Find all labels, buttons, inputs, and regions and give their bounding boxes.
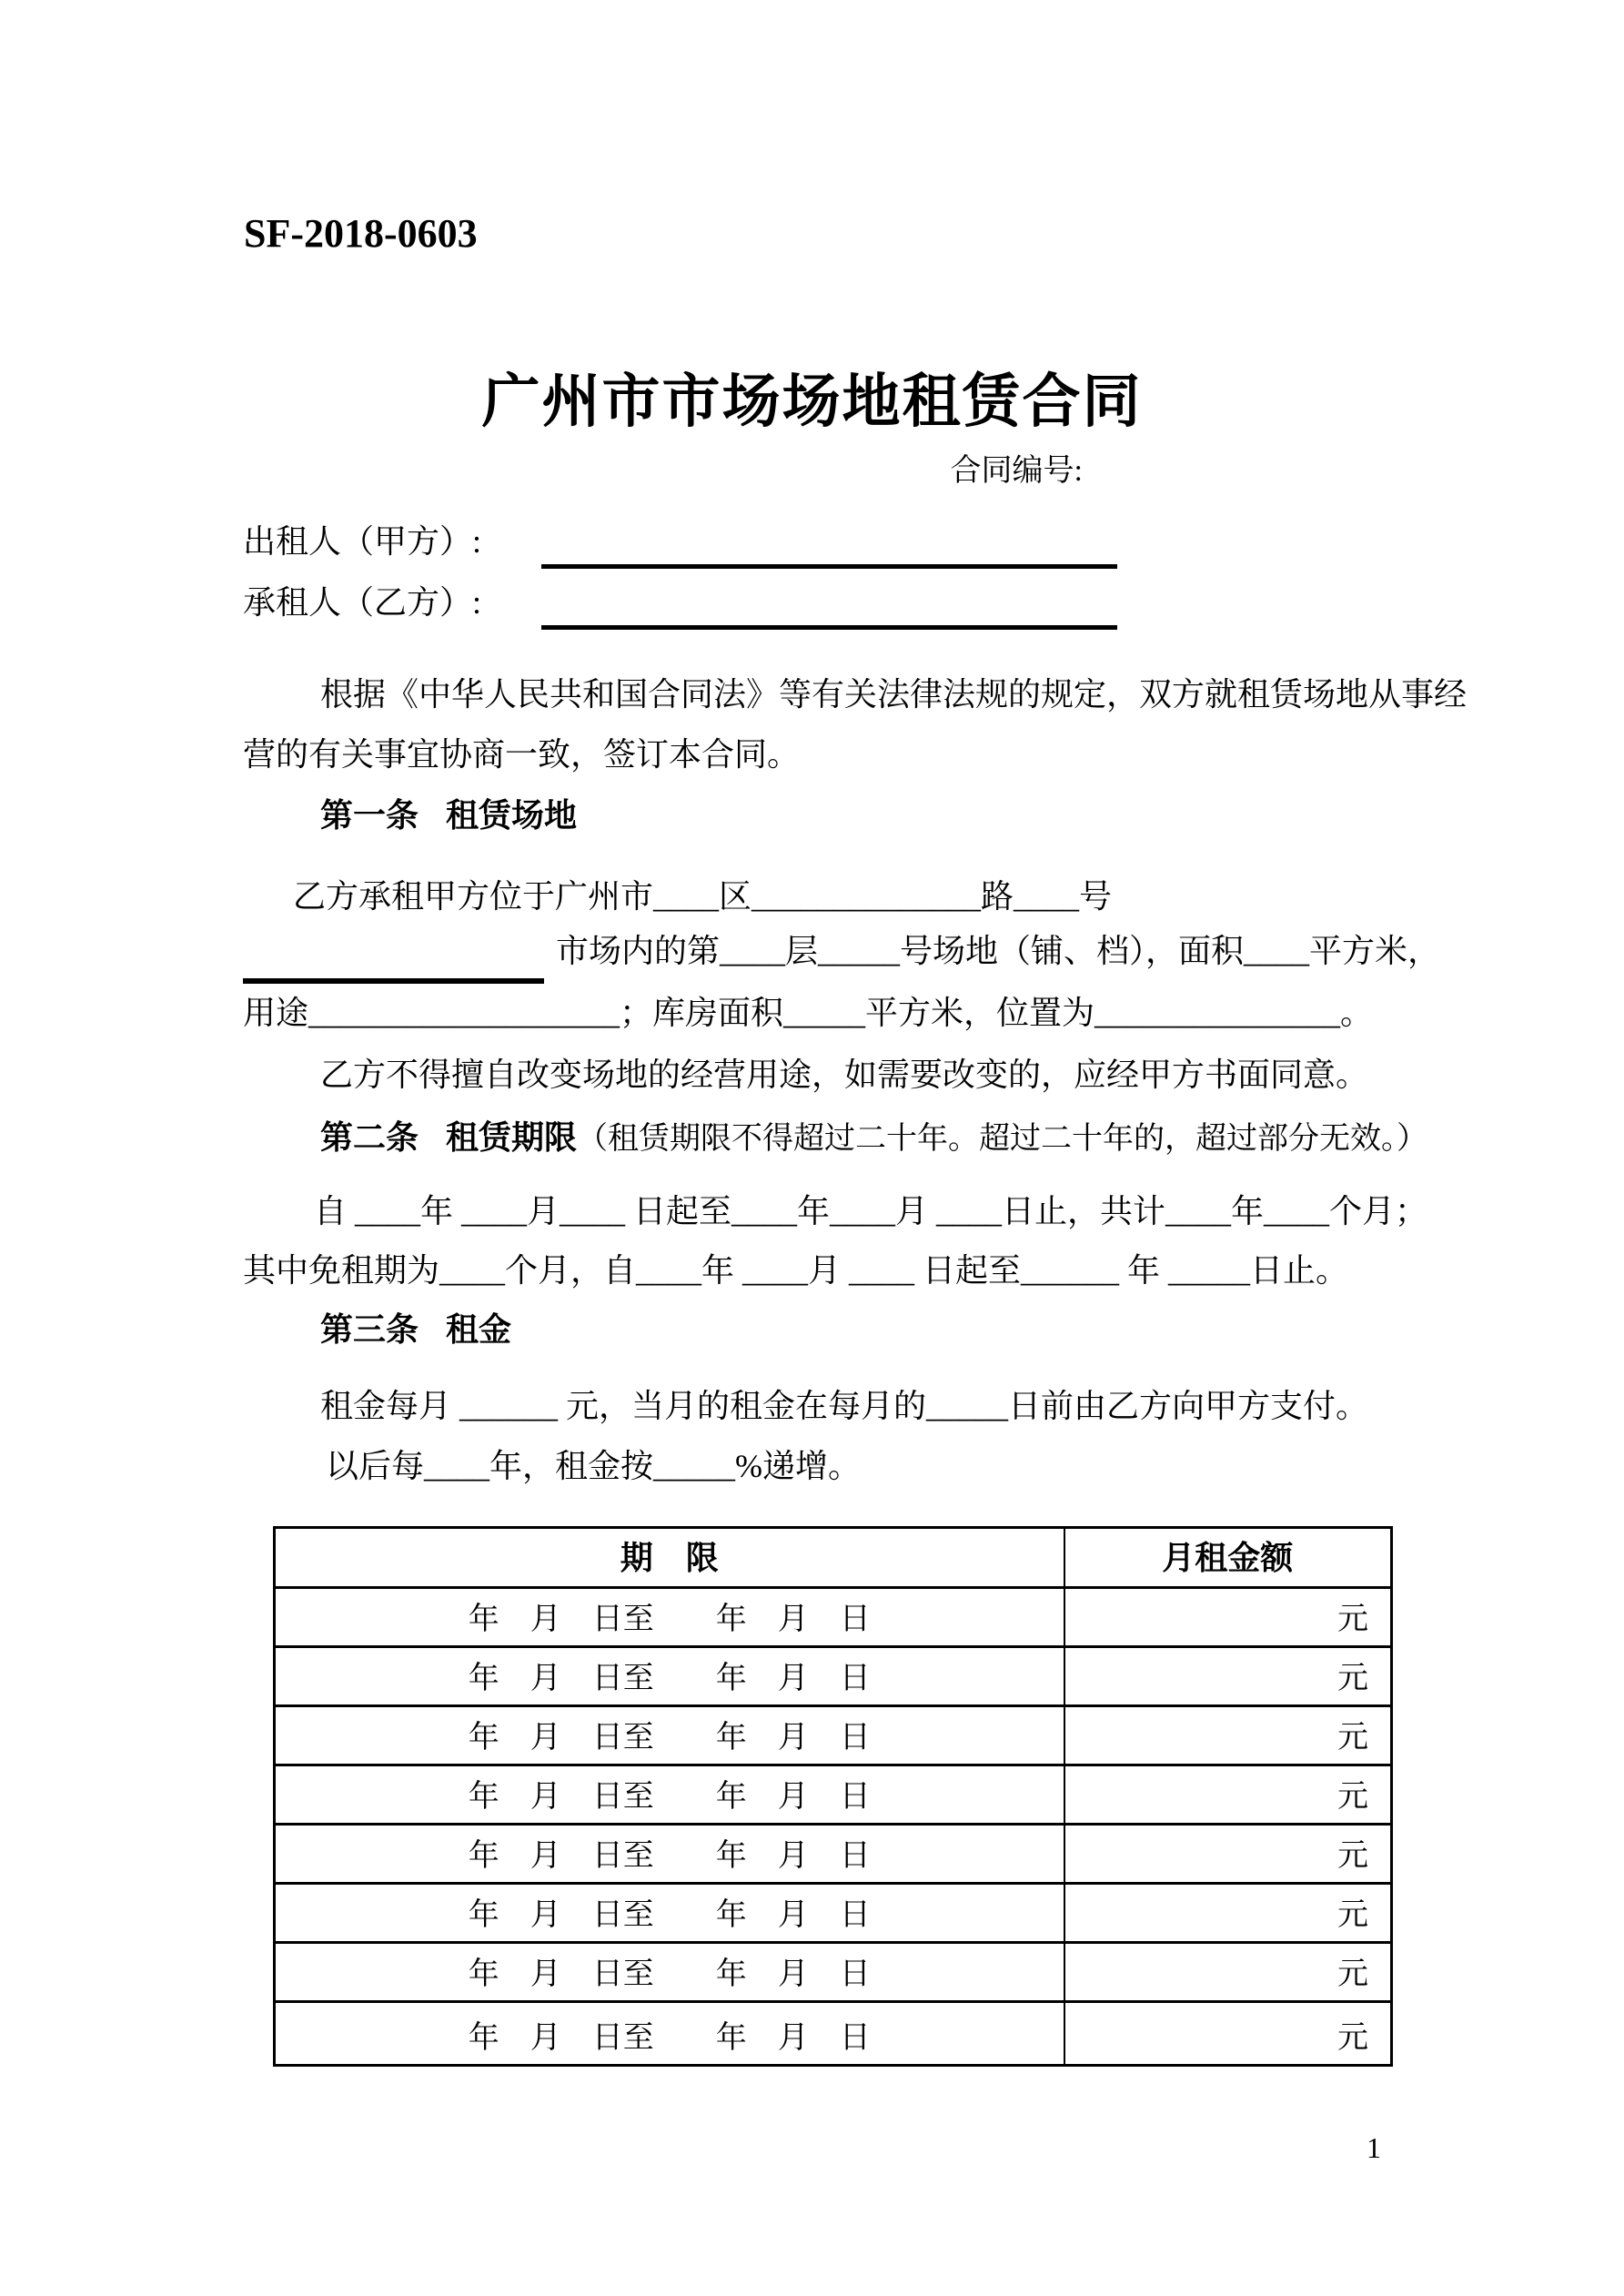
table-row xyxy=(275,1765,1392,1825)
clause2-title: 租赁期限 xyxy=(446,1118,578,1156)
amount-cell: 元 xyxy=(1064,1765,1392,1825)
period-cell: 年 月 日至 年 月 日 xyxy=(275,1765,1064,1825)
clause1-line-1: 乙方承租甲方位于广州市____区______________路____号 xyxy=(293,878,1113,915)
clause2-number: 第二条 xyxy=(320,1118,419,1156)
amount-cell: 元 xyxy=(1064,1588,1392,1647)
contract-title: 广州市市场场地租赁合同 xyxy=(481,369,1143,434)
period-cell: 年 月 日至 年 月 日 xyxy=(275,1588,1064,1647)
clause1-title: 租赁场地 xyxy=(446,796,578,834)
clause1-line-4: 乙方不得擅自改变场地的经营用途，如需要改变的，应经甲方书面同意。 xyxy=(320,1057,1369,1093)
period-cell: 年 月 日至 年 月 日 xyxy=(275,1647,1064,1706)
clause3-title: 租金 xyxy=(446,1310,512,1348)
page-number: 1 xyxy=(1367,2131,1381,2164)
amount-header-cell: 月租金额 xyxy=(1064,1528,1392,1588)
clause1-line-3: 用途___________________；库房面积_____平方米，位置为_______________。 xyxy=(243,995,1374,1031)
amount-cell: 元 xyxy=(1064,1706,1392,1765)
clause3-number: 第三条 xyxy=(320,1310,419,1348)
table-row xyxy=(275,1943,1392,2002)
lessor-label: 出租人（甲方）: xyxy=(243,523,482,560)
rent-table xyxy=(273,1526,1393,2067)
clause1-heading xyxy=(320,796,577,834)
lessee-name-blank-line xyxy=(541,625,1117,630)
doc-number: SF-2018-0603 xyxy=(244,211,478,256)
table-row xyxy=(275,1706,1392,1765)
clause2-line-2: 其中免租期为____个月，自____年 ____月 ____ 日起至______ 年 _____日止。 xyxy=(243,1252,1349,1289)
clause1-number: 第一条 xyxy=(320,796,419,834)
amount-cell: 元 xyxy=(1064,1943,1392,2002)
table-row xyxy=(275,1825,1392,1884)
amount-cell: 元 xyxy=(1064,1884,1392,1943)
lessor-name-blank-line xyxy=(541,564,1117,569)
clause3-heading xyxy=(320,1310,511,1349)
contract-number-label: 合同编号: xyxy=(950,454,1083,488)
clause2-line-1: 自 ____年 ____月____ 日起至____年____月 ____日止，共计____年____个月； xyxy=(314,1193,1428,1229)
amount-cell: 元 xyxy=(1064,2002,1392,2066)
preamble-line-1: 根据《中华人民共和国合同法》等有关法律法规的规定，双方就租赁场地从事经 xyxy=(320,676,1468,713)
period-cell: 年 月 日至 年 月 日 xyxy=(275,1943,1064,2002)
period-cell: 年 月 日至 年 月 日 xyxy=(275,2002,1064,2066)
clause3-line-2: 以后每____年，租金按_____%递增。 xyxy=(326,1448,861,1484)
period-cell: 年 月 日至 年 月 日 xyxy=(275,1884,1064,1943)
rent-table-header-row xyxy=(275,1528,1392,1588)
clause1-line-2: 市场内的第____层_____号场地（铺、档），面积____平方米， xyxy=(556,933,1441,969)
amount-cell: 元 xyxy=(1064,1647,1392,1706)
table-row xyxy=(275,2002,1392,2066)
clause2-note: （租赁期限不得超过二十年。超过二十年的，超过部分无效。） xyxy=(577,1122,1428,1156)
lessee-label: 承租人（乙方）: xyxy=(243,584,482,621)
table-row xyxy=(275,1884,1392,1943)
amount-cell: 元 xyxy=(1064,1825,1392,1884)
period-header-cell: 期 限 xyxy=(275,1528,1064,1588)
market-name-blank-line xyxy=(243,978,544,984)
table-row xyxy=(275,1588,1392,1647)
rent-table-body xyxy=(275,1588,1392,2066)
table-row xyxy=(275,1647,1392,1706)
period-cell: 年 月 日至 年 月 日 xyxy=(275,1825,1064,1884)
preamble-line-2: 营的有关事宜协商一致，签订本合同。 xyxy=(243,736,801,773)
clause2-heading xyxy=(320,1118,1427,1158)
clause3-line-1: 租金每月 ______ 元，当月的租金在每月的_____日前由乙方向甲方支付。 xyxy=(320,1388,1369,1424)
period-cell: 年 月 日至 年 月 日 xyxy=(275,1706,1064,1765)
